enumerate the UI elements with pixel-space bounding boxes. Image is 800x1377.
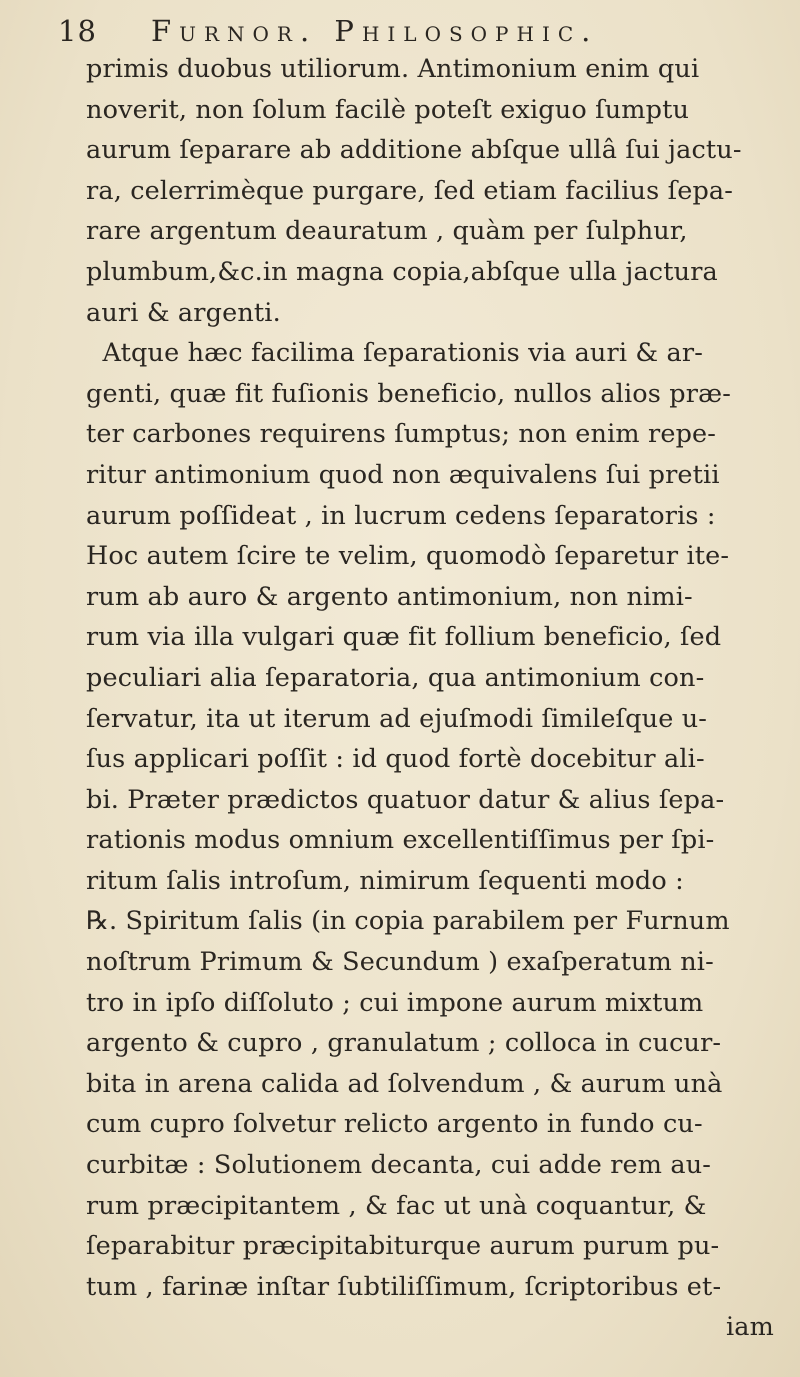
text-line: genti, quæ fit fuſionis beneficio, nullos alios præ- xyxy=(86,378,731,409)
text-line: rum præcipitantem , & fac ut unà coquantur, & xyxy=(86,1190,707,1221)
text-line: ſeparabitur præcipitabiturque aurum purum pu- xyxy=(86,1231,720,1262)
body-text xyxy=(86,49,786,1348)
text-line: bita in arena calida ad ſolvendum , & aurum unà xyxy=(86,1068,723,1099)
text-line: rare argentum deauratum , quàm per ſulphur, xyxy=(86,216,688,247)
text-line: tum , farinæ inſtar ſubtiliſſimum, ſcriptoribus et- xyxy=(86,1271,722,1302)
text-line: ſervatur, ita ut iterum ad ejuſmodi ſimileſque u- xyxy=(86,703,708,734)
text-line: bi. Præter prædictos quatuor datur & alius ſepa- xyxy=(86,784,725,815)
text-line: auri & argenti. xyxy=(86,297,281,328)
text-line: ritum ſalis introſum, nimirum ſequenti modo : xyxy=(86,865,684,896)
text-line: aurum ſeparare ab additione abſque ullâ ſui jactu- xyxy=(86,135,742,166)
text-line: ℞. Spiritum ſalis (in copia parabilem per Furnum xyxy=(86,906,730,937)
running-head: Furnor. Philosophic. xyxy=(151,14,599,48)
text-line: noverit, non ſolum facilè poteſt exiguo ſumptu xyxy=(86,94,690,125)
text-line: ter carbones requirens ſumptus; non enim repe- xyxy=(86,419,717,450)
text-line: argento & cupro , granulatum ; colloca in cucur- xyxy=(86,1028,722,1059)
text-line: plumbum,&c.in magna copia,abſque ulla jactura xyxy=(86,256,718,287)
text-line: noſtrum Primum & Secundum ) exaſperatum ni- xyxy=(86,947,714,978)
text-line: rum ab auro & argento antimonium, non nimi- xyxy=(86,581,693,612)
text-line: Atque hæc facilima ſeparationis via auri & ar- xyxy=(86,338,703,369)
catchword: iam xyxy=(726,1312,774,1343)
text-line: cum cupro ſolvetur relicto argento in fundo cu- xyxy=(86,1109,703,1140)
text-line: rationis modus omnium excellentiſſimus per ſpi- xyxy=(86,825,715,856)
text-line: aurum poſſideat , in lucrum cedens ſeparatoris : xyxy=(86,500,716,531)
text-line: peculiari alia ſeparatoria, qua antimonium con- xyxy=(86,662,705,693)
text-line: curbitæ : Solutionem decanta, cui adde rem au- xyxy=(86,1150,712,1181)
page-number: 18 xyxy=(58,14,97,48)
text-line: rum via illa vulgari quæ fit follium beneficio, ſed xyxy=(86,622,722,653)
text-line: ra, celerrimèque purgare, ſed etiam facilius ſepa- xyxy=(86,175,734,206)
text-line: Hoc autem ſcire te velim, quomodò ſeparetur ite- xyxy=(86,541,730,572)
text-line: tro in ipſo diſſoluto ; cui impone aurum mixtum xyxy=(86,987,704,1018)
text-line: ſus applicari poſſit : id quod fortè docebitur ali- xyxy=(86,744,705,775)
text-line: ritur antimonium quod non æquivalens ſui pretii xyxy=(86,459,720,490)
text-line: primis duobus utiliorum. Antimonium enim qui xyxy=(86,54,700,84)
